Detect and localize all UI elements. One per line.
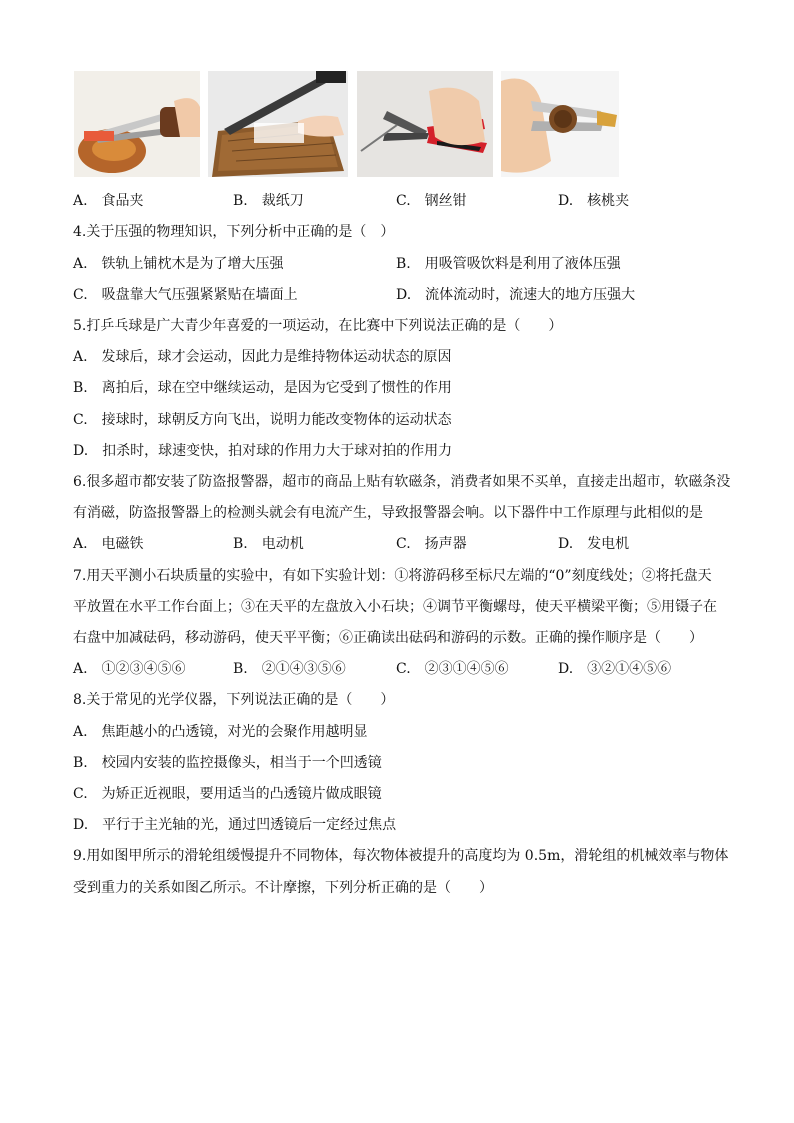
question-7-stem-line-3: 右盘中加减砝码，移动游码，使天平平衡；⑥正确读出砝码和游码的示数。正确的操作顺序是（ ） bbox=[73, 630, 703, 646]
figure-option-a: A. 食品夹 bbox=[73, 193, 144, 209]
question-8-stem: 8.关于常见的光学仪器，下列说法正确的是（ ） bbox=[73, 692, 395, 708]
figure-option-b: B. 裁纸刀 bbox=[233, 193, 304, 209]
question-7-option-c: C. ②③①④⑤⑥ bbox=[396, 661, 509, 677]
question-8-option-b: B. 校园内安装的监控摄像头，相当于一个凹透镜 bbox=[73, 755, 382, 771]
question-8-option-c: C. 为矫正近视眼，要用适当的凸透镜片做成眼镜 bbox=[73, 786, 382, 802]
question-6-option-d: D. 发电机 bbox=[558, 536, 630, 552]
question-7-option-a: A. ①②③④⑤⑥ bbox=[73, 661, 186, 677]
question-6-option-a: A. 电磁铁 bbox=[73, 536, 144, 552]
question-5-option-a: A. 发球后，球才会运动，因此力是维持物体运动状态的原因 bbox=[73, 349, 452, 365]
paper-cutter-photo bbox=[208, 71, 348, 177]
question-5-option-b: B. 离拍后，球在空中继续运动，是因为它受到了惯性的作用 bbox=[73, 380, 452, 396]
question-7-option-d: D. ③②①④⑤⑥ bbox=[558, 661, 672, 677]
question-6-option-c: C. 扬声器 bbox=[396, 536, 467, 552]
question-6-stem-line-2: 有消磁，防盗报警器上的检测头就会有电流产生，导致报警器会响。以下器件中工作原理与此相似的是 bbox=[73, 505, 703, 521]
question-8-option-a: A. 焦距越小的凸透镜，对光的会聚作用越明显 bbox=[73, 724, 368, 740]
question-5-option-c: C. 接球时，球朝反方向飞出，说明力能改变物体的运动状态 bbox=[73, 412, 452, 428]
tool-photos bbox=[74, 71, 619, 179]
question-9-stem-line-1: 9.用如图甲所示的滑轮组缓慢提升不同物体，每次物体被提升的高度均为 0.5m，滑轮组的机械效率与物体 bbox=[73, 848, 729, 864]
question-5-option-d: D. 扣杀时，球速变快，拍对球的作用力大于球对拍的作用力 bbox=[73, 443, 453, 459]
question-4-option-c: C. 吸盘靠大气压强紧紧贴在墙面上 bbox=[73, 287, 298, 303]
question-8-option-d: D. 平行于主光轴的光，通过凹透镜后一定经过焦点 bbox=[73, 817, 397, 833]
question-7-option-b: B. ②①④③⑤⑥ bbox=[233, 661, 346, 677]
question-9-stem-line-2: 受到重力的关系如图乙所示。不计摩擦，下列分析正确的是（ ） bbox=[73, 880, 493, 896]
pliers-photo bbox=[357, 71, 493, 177]
question-4-option-b: B. 用吸管吸饮料是利用了液体压强 bbox=[396, 256, 621, 272]
food-tongs-photo bbox=[74, 71, 200, 177]
question-7-stem-line-1: 7.用天平测小石块质量的实验中，有如下实验计划：①将游码移至标尺左端的“0”刻度线处；②将托盘天 bbox=[73, 568, 712, 584]
question-7-stem-line-2: 平放置在水平工作台面上；③在天平的左盘放入小石块；④调节平衡螺母，使天平横梁平衡；⑤用镊子在 bbox=[73, 599, 717, 615]
question-4-option-d: D. 流体流动时，流速大的地方压强大 bbox=[396, 287, 636, 303]
question-4-option-a: A. 铁轨上铺枕木是为了增大压强 bbox=[73, 256, 284, 272]
question-6-option-b: B. 电动机 bbox=[233, 536, 304, 552]
figure-option-d: D. 核桃夹 bbox=[558, 193, 630, 209]
nutcracker-photo bbox=[501, 71, 619, 177]
question-4-stem: 4.关于压强的物理知识，下列分析中正确的是（ ） bbox=[73, 224, 395, 240]
question-6-stem-line-1: 6.很多超市都安装了防盗报警器，超市的商品上贴有软磁条，消费者如果不买单，直接走出超市，软磁条没 bbox=[73, 474, 731, 490]
figure-option-c: C. 钢丝钳 bbox=[396, 193, 467, 209]
question-5-stem: 5.打乒乓球是广大青少年喜爱的一项运动，在比赛中下列说法正确的是（ ） bbox=[73, 318, 563, 334]
